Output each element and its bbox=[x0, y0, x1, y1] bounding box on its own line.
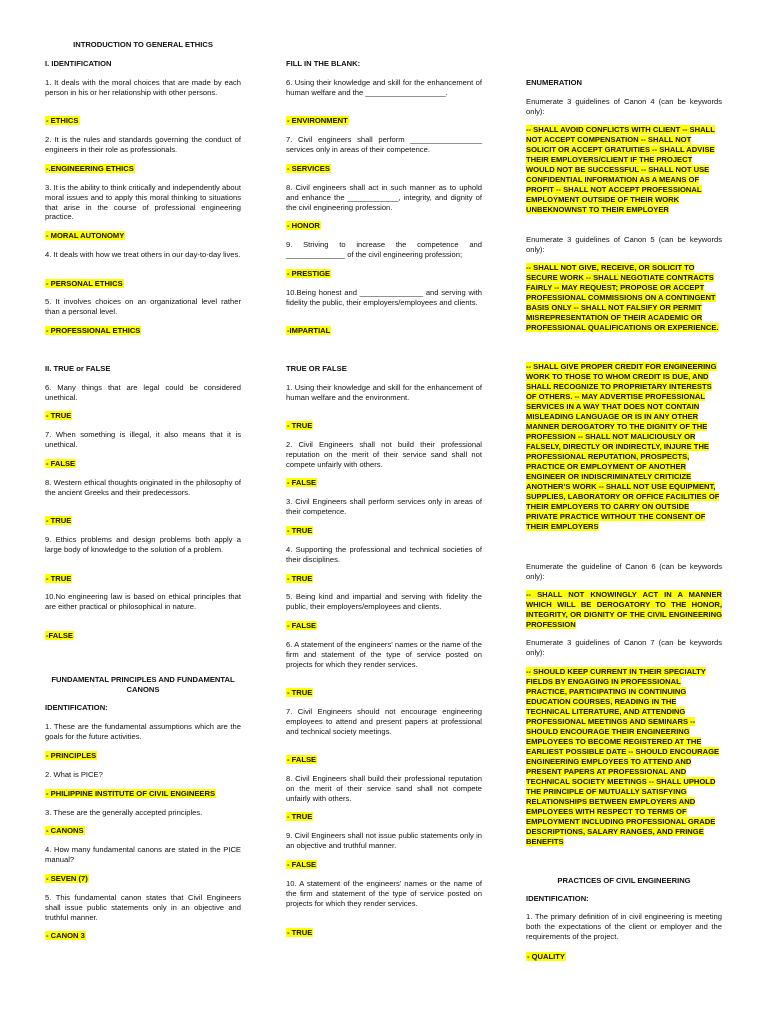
question-text: 3. These are the generally accepted principles. bbox=[45, 808, 203, 817]
answer-text: - PHILIPPINE INSTITUTE OF CIVIL ENGINEERS bbox=[46, 789, 216, 798]
question-text: 10.Being honest and _______________ and serving with fidelity the public, their employers/employees and clients. bbox=[286, 288, 482, 307]
answer bbox=[45, 164, 241, 174]
answer bbox=[286, 574, 482, 584]
answer-text: - QUALITY bbox=[527, 952, 565, 961]
page-title: INTRODUCTION TO GENERAL ETHICS bbox=[73, 40, 213, 49]
question-text: 8. Civil engineers shall act in such manner as to uphold and enhance the ____________, integrity, and dignity of the civil engineering profession. bbox=[286, 183, 482, 212]
question-text: 9. Ethics problems and design problems both apply a large body of knowledge to the solution of a problem. bbox=[45, 535, 241, 554]
answer bbox=[45, 411, 241, 421]
answer-text: -IMPARTIAL bbox=[287, 326, 331, 335]
answer-text: - ENVIRONMENT bbox=[287, 116, 348, 125]
question-text: 3. Civil Engineers shall perform services only in areas of their competence. bbox=[286, 497, 482, 516]
answer-text: - TRUE bbox=[46, 574, 72, 583]
answer bbox=[286, 621, 482, 631]
section-heading: I. IDENTIFICATION bbox=[45, 59, 112, 68]
section-heading: II. TRUE or FALSE bbox=[45, 364, 111, 373]
answer bbox=[45, 231, 241, 241]
answer-block bbox=[526, 125, 722, 215]
answer bbox=[45, 874, 241, 884]
answer bbox=[45, 279, 241, 289]
question-text: 5. Being kind and impartial and serving with fidelity the public, their employers/employees and clients. bbox=[286, 592, 482, 611]
answer bbox=[286, 116, 482, 126]
question-text: 6. A statement of the engineers' names or the name of the firm and statement of the type of service posted on projects for which they render services. bbox=[286, 640, 482, 669]
answer-text: - PROFESSIONAL ETHICS bbox=[46, 326, 141, 335]
section-heading: ENUMERATION bbox=[526, 78, 582, 87]
question-text: 2. Civil Engineers shall not build their professional reputation on the merit of their service sand shall not compete unfairly with others. bbox=[286, 440, 482, 469]
answer bbox=[286, 421, 482, 431]
answer-text: - TRUE bbox=[287, 928, 313, 937]
answer bbox=[45, 326, 241, 336]
answer bbox=[286, 326, 482, 336]
answer bbox=[286, 478, 482, 488]
question-text: 1. The primary definition of in civil engineering is meeting both the expectations of the client or employer and the requirements of the project. bbox=[526, 912, 722, 941]
answer-text: - PERSONAL ETHICS bbox=[46, 279, 123, 288]
answer bbox=[45, 459, 241, 469]
answer bbox=[286, 269, 482, 279]
answer bbox=[45, 931, 241, 941]
answer-text: - CANON 3 bbox=[46, 931, 85, 940]
question-text: 7. Civil engineers shall perform _________________ services only in areas of their competence. bbox=[286, 135, 482, 154]
answer-text: - TRUE bbox=[46, 411, 72, 420]
question-text: 7. Civil Engineers should not encourage engineering employees to attend and present papers at professional and technical society meetings. bbox=[286, 707, 482, 736]
answer bbox=[45, 574, 241, 584]
answer bbox=[45, 789, 241, 799]
answer bbox=[45, 826, 241, 836]
answer-text: - HONOR bbox=[287, 221, 320, 230]
answer-text: - SEVEN (7) bbox=[46, 874, 88, 883]
question-text: 4. It deals with how we treat others in our day-to-day lives. bbox=[45, 250, 241, 259]
question-text: Enumerate 3 guidelines of Canon 4 (can be keywords only): bbox=[526, 97, 722, 116]
question-text: 2. It is the rules and standards governing the conduct of engineers in their role as professionals. bbox=[45, 135, 241, 154]
answer-text: - TRUE bbox=[287, 688, 313, 697]
question-text: 8. Civil Engineers shall build their professional reputation on the merit of their service sand shall not compete unfairly with others. bbox=[286, 774, 482, 803]
question-text: 4. Supporting the professional and technical societies of their disciplines. bbox=[286, 545, 482, 564]
answer bbox=[526, 952, 722, 962]
answer-text: -FALSE bbox=[46, 631, 74, 640]
answer-block bbox=[526, 362, 722, 532]
question-text: 2. What is PICE? bbox=[45, 770, 103, 779]
section-heading: IDENTIFICATION: bbox=[526, 894, 589, 903]
answer bbox=[286, 812, 482, 822]
answer-block bbox=[526, 263, 722, 333]
answer-text: - TRUE bbox=[46, 516, 72, 525]
question-text: 1. Using their knowledge and skill for the enhancement of human welfare and the environment. bbox=[286, 383, 482, 402]
section-title: PRACTICES OF CIVIL ENGINEERING bbox=[557, 876, 691, 885]
question-text: 7. When something is illegal, it also means that it is unethical. bbox=[45, 430, 241, 449]
answer bbox=[45, 516, 241, 526]
question-text: 5. It involves choices on an organizational level rather than a personal level. bbox=[45, 297, 241, 316]
answer-text: - PRINCIPLES bbox=[46, 751, 97, 760]
question-text: 8. Western ethical thoughts originated in the philosophy of the ancient Greeks and their predecessors. bbox=[45, 478, 241, 497]
answer-block bbox=[526, 667, 722, 847]
answer bbox=[286, 221, 482, 231]
answer-text: -- SHALL AVOID CONFLICTS WITH CLIENT -- SHALL NOT ACCEPT COMPENSATION -- SHALL NOT SOLICIT OR ACCEPT GRATUITIES -- SHALL ADVISE THEIR EMPLOYERS/CLIENT IF THE PROJECT WOULD NOT BE SUCCESSFUL -- SHALL NOT USE CONFIDENTIAL INFORMATION AS A MEANS OF PROFIT -- SHALL NOT ACCEPT PROFESSIONAL EMPLOYMENT OUTSIDE OF THEIR WORK UNBEKNOWNST TO THEIR EMPLOYER bbox=[526, 125, 715, 214]
answer bbox=[45, 631, 241, 641]
answer bbox=[286, 755, 482, 765]
answer bbox=[286, 688, 482, 698]
question-text: 6. Many things that are legal could be considered unethical. bbox=[45, 383, 241, 402]
answer bbox=[286, 164, 482, 174]
answer-text: - FALSE bbox=[287, 478, 317, 487]
answer-text: -.ENGINEERING ETHICS bbox=[46, 164, 134, 173]
answer-text: -- SHOULD KEEP CURRENT IN THEIR SPECIALTY FIELDS BY ENGAGING IN PROFESSIONAL PRACTICE, PARTICIPATING IN CONTINUING EDUCATION COURSES, READING IN THE TECHNICAL LITERATURE, AND ATTENDING PROFESSIONAL MEETINGS AND SEMINARS -- SHOULD ENCOURAGE THEIR ENGINEERING EMPLOYEES TO BECOME REGISTERED AT THE EARLIEST POSSIBLE DATE -- SHOULD ENCOURAGE ENGINEERING EMPLOYEES TO ATTEND AND PRESENT PAPERS AT PROFESSIONAL AND TECHNICAL SOCIETY MEETINGS -- SHALL UPHOLD THE PRINCIPLE OF MUTUALLY SATISFYING RELATIONSHIPS BETWEEN EMPLOYERS AND EMPLOYEES WITH RESPECT TO TERMS OF EMPLOYMENT INCLUDING PROFESSIONAL GRADE DESCRIPTIONS, SALARY RANGES, AND FRINGE BENEFITS bbox=[526, 667, 720, 846]
question-text: 1. It deals with the moral choices that are made by each person in his or her relationship with other persons. bbox=[45, 78, 241, 97]
question-text: 9. Striving to increase the competence and ______________ of the civil engineering profession; bbox=[286, 240, 482, 259]
answer-text: - TRUE bbox=[287, 574, 313, 583]
section-heading: IDENTIFICATION: bbox=[45, 703, 108, 712]
answer-text: - SERVICES bbox=[287, 164, 330, 173]
question-text: 3. It is the ability to think critically and independently about moral issues and to apply this moral thinking to situations that arise in the course of professional engineering practice. bbox=[45, 183, 241, 222]
section-title: FUNDAMENTAL PRINCIPLES AND FUNDAMENTAL CANONS bbox=[51, 675, 235, 694]
section-heading: FILL IN THE BLANK: bbox=[286, 59, 361, 68]
answer-text: - MORAL AUTONOMY bbox=[46, 231, 125, 240]
question-text: Enumerate 3 guidelines of Canon 5 (can be keywords only): bbox=[526, 235, 722, 254]
answer-text: - TRUE bbox=[287, 421, 313, 430]
answer-text: - FALSE bbox=[287, 621, 317, 630]
answer-block bbox=[526, 590, 722, 630]
answer bbox=[45, 751, 241, 761]
answer-text: - TRUE bbox=[287, 812, 313, 821]
answer-text: -- SHALL NOT GIVE, RECEIVE, OR SOLICIT TO SECURE WORK -- SHALL NEGOTIATE CONTRACTS FAIRLY -- MAY REQUEST; PROPOSE OR ACCEPT PROFESSIONAL COMMISSIONS ON A CONTINGENT BASIS ONLY -- SHALL NOT FALSIFY OR PERMIT MISREPRESENTATION OF THEIR ACADEMIC OR PROFESSIONAL QUALIFICATIONS OR EXPERIENCE. bbox=[526, 263, 719, 332]
question-text: 4. How many fundamental canons are stated in the PICE manual? bbox=[45, 845, 241, 864]
answer-text: - ETHICS bbox=[46, 116, 79, 125]
question-text: 9. Civil Engineers shall not issue public statements only in an objective and truthful manner. bbox=[286, 831, 482, 850]
answer bbox=[286, 860, 482, 870]
answer-text: - PRESTIGE bbox=[287, 269, 331, 278]
answer-text: - FALSE bbox=[46, 459, 76, 468]
answer-text: - FALSE bbox=[287, 860, 317, 869]
question-text: Enumerate the guideline of Canon 6 (can be keywords only): bbox=[526, 562, 722, 581]
answer bbox=[286, 928, 482, 938]
section-heading: TRUE OR FALSE bbox=[286, 364, 347, 373]
question-text: 1. These are the fundamental assumptions which are the goals for the future activities. bbox=[45, 722, 241, 741]
question-text: 10. A statement of the engineers' names or the name of the firm and statement of the type of service posted on projects for which they render services. bbox=[286, 879, 482, 908]
question-text: 5. This fundamental canon states that Civil Engineers shall issue public statements only in an objective and truthful manner. bbox=[45, 893, 241, 922]
answer-text: - FALSE bbox=[287, 755, 317, 764]
answer bbox=[286, 526, 482, 536]
answer-text: -- SHALL NOT KNOWINGLY ACT IN A MANNER WHICH WILL BE DEROGATORY TO THE HONOR, INTEGRITY, OR DIGNITY OF THE CIVIL ENGINEERING PROFESSION bbox=[526, 590, 722, 629]
question-text: Enumerate 3 guidelines of Canon 7 (can be keywords only): bbox=[526, 638, 722, 657]
answer bbox=[45, 116, 241, 126]
answer-text: -- SHALL GIVE PROPER CREDIT FOR ENGINEERING WORK TO THOSE TO WHOM CREDIT IS DUE, AND SHALL RECOGNIZE TO PROPRIETARY INTERESTS OF OTHERS. -- MAY ADVERTISE PROFESSIONAL SERVICES IN A WAY THAT DOES NOT CONTAIN MISLEADING LANGUAGE OR IS IN ANY OTHER MANNER DEROGATORY TO THE DIGNITY OF THE PROFESSION -- SHALL NOT MALICIOUSLY OR FALSELY, DIRECTLY OR INDIRECTLY, INJURE THE PROFESSIONAL REPUTATION, PROSPECTS, PRACTICE OR EMPLOYMENT OF ANOTHER ENGINEER OR INDISCRIMINATELY CRITICIZE ANOTHER'S WORK -- SHALL NOT USE EQUIPMENT, SUPPLIES, LABORATORY OR OFFICE FACILITIES OF THEIR EMPLOYERS TO CARRY ON OUTSIDE PRIVATE PRACTICE WITHOUT THE CONSENT OF THEIR EMPLOYERS bbox=[526, 362, 720, 531]
question-text: 6. Using their knowledge and skill for the enhancement of human welfare and the ___________________. bbox=[286, 78, 482, 97]
answer-text: - TRUE bbox=[287, 526, 313, 535]
question-text: 10.No engineering law is based on ethical principles that are either practical or philosophical in nature. bbox=[45, 592, 241, 611]
answer-text: - CANONS bbox=[46, 826, 84, 835]
